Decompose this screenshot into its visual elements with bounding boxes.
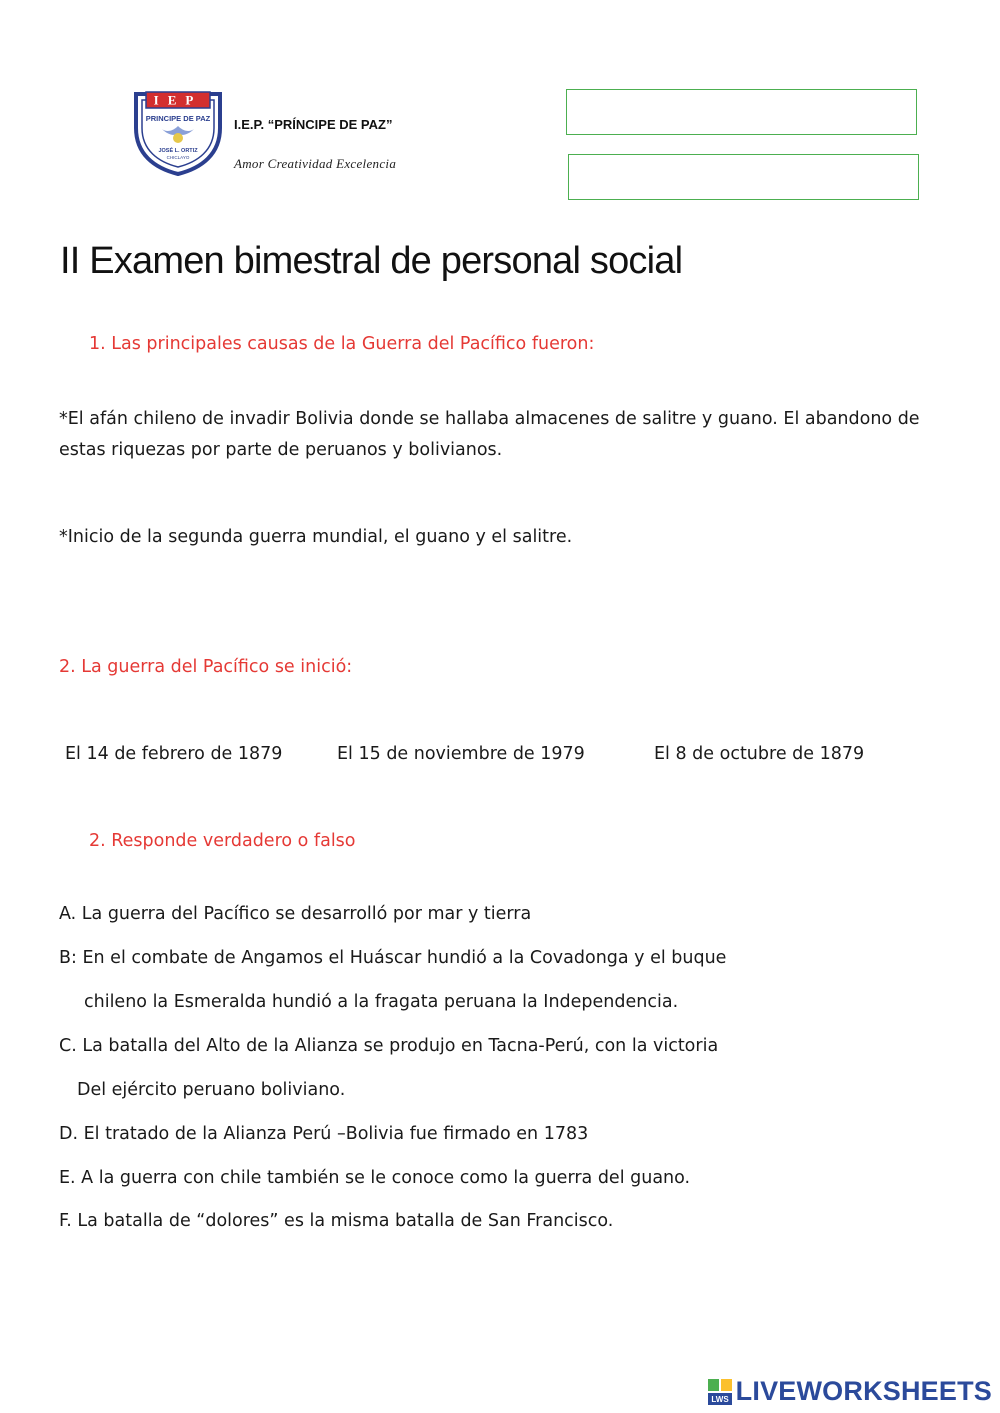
question-1-label: 1. Las principales causas de la Guerra del Pacífico fueron: <box>89 334 595 354</box>
statement-d[interactable]: D. El tratado de la Alianza Perú –Bolivia fue firmado en 1783 <box>59 1124 589 1144</box>
logo-bottom-text-2: CHICLAYO <box>166 155 190 160</box>
statement-e[interactable]: E. A la guerra con chile también se le conoce como la guerra del guano. <box>59 1168 691 1188</box>
page-title: II Examen bimestral de personal social <box>60 240 683 282</box>
question-2-option-2[interactable]: El 15 de noviembre de 1979 <box>337 744 585 764</box>
question-1-option-b[interactable]: *Inicio de la segunda guerra mundial, el guano y el salitre. <box>59 527 573 547</box>
question-2-option-1[interactable]: El 14 de febrero de 1879 <box>65 744 283 764</box>
statement-c-line-2[interactable]: Del ejército peruano boliviano. <box>77 1080 346 1100</box>
statement-a[interactable]: A. La guerra del Pacífico se desarrolló por mar y tierra <box>59 904 532 924</box>
liveworksheets-logo-icon <box>708 1379 732 1405</box>
statement-f[interactable]: F. La batalla de “dolores” es la misma batalla de San Francisco. <box>59 1211 614 1231</box>
question-2-option-3[interactable]: El 8 de octubre de 1879 <box>654 744 865 764</box>
question-1-option-a[interactable]: *El afán chileno de invadir Bolivia donde se hallaba almacenes de salitre y guano. El abandono de estas riquezas por parte de peruanos y bolivianos. <box>59 409 920 460</box>
question-2-label: 2. La guerra del Pacífico se inició: <box>59 657 353 677</box>
logo-bottom-text-1: JOSÉ L. ORTIZ <box>158 148 198 154</box>
statement-b-line-2[interactable]: chileno la Esmeralda hundió a la fragata peruana la Independencia. <box>84 992 679 1012</box>
name-field[interactable] <box>566 89 917 135</box>
school-motto: Amor Creatividad Excelencia <box>234 156 397 171</box>
statement-b-line-1[interactable]: B: En el combate de Angamos el Huáscar hundió a la Covadonga y el buque <box>59 948 727 968</box>
logo-ring-text: PRINCIPE DE PAZ <box>145 114 211 123</box>
grade-field[interactable] <box>568 154 919 200</box>
statement-c-line-1[interactable]: C. La batalla del Alto de la Alianza se produjo en Tacna-Perú, con la victoria <box>59 1036 719 1056</box>
school-logo <box>132 88 224 176</box>
liveworksheets-text: LIVEWORKSHEETS <box>735 1376 992 1406</box>
question-3-label: 2. Responde verdadero o falso <box>89 831 356 851</box>
liveworksheets-watermark <box>708 1376 992 1407</box>
logo-banner-text: IEP <box>153 92 203 108</box>
liveworksheets-logo-letters: LWS <box>711 1394 729 1404</box>
school-name: I.E.P. “PRÍNCIPE DE PAZ” <box>234 117 393 132</box>
